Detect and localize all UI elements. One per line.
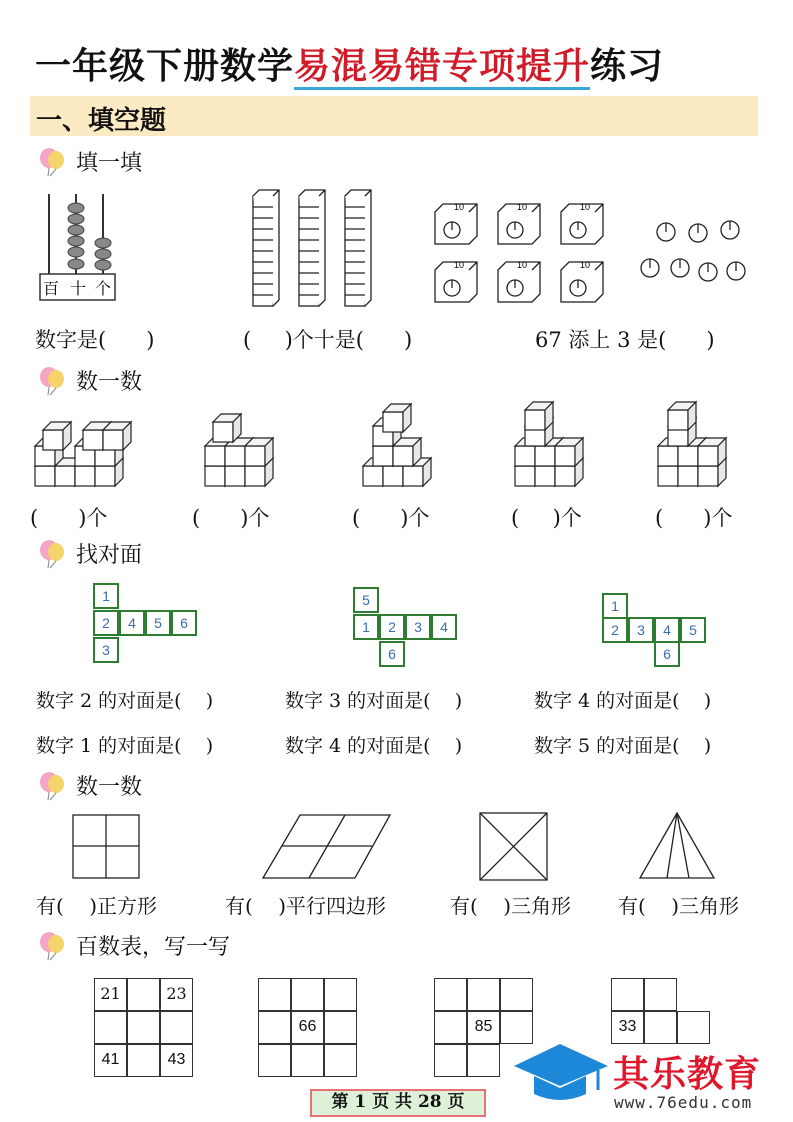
cube-stack-2 (205, 414, 273, 486)
net1-cell: 5 (145, 610, 171, 636)
svg-text:10: 10 (580, 202, 591, 212)
net2-cell: 2 (379, 614, 405, 640)
shape-answer-3: 有( )三角形 (450, 894, 572, 918)
hundred-cell (677, 1011, 710, 1044)
cube-stack-3 (363, 404, 431, 486)
triangle-figure (640, 813, 714, 878)
hundred-cell (644, 1011, 677, 1044)
opposite-q6: 数字 5 的对面是( ) (534, 735, 712, 757)
opposite-q4: 数字 1 的对面是( ) (36, 735, 214, 757)
net3-cell: 3 (628, 617, 654, 643)
heading-hundred-chart (38, 930, 230, 961)
page-number: 第 1 页 共 28 页 (310, 1089, 486, 1117)
heading-opposite (38, 538, 142, 569)
brand-name: 其乐教育 (613, 1054, 762, 1095)
fill-illustrations (35, 186, 760, 311)
shape-answer-1: 有( )正方形 (36, 894, 158, 918)
hundred-cell (644, 978, 677, 1011)
heading-count-shapes (38, 770, 142, 801)
abacus-label-ones: 个 (95, 279, 112, 298)
ones-circles (641, 221, 745, 281)
heading-label: 数一数 (76, 370, 143, 395)
net1-cell: 4 (119, 610, 145, 636)
hundred-cell (324, 978, 357, 1011)
hundred-cell (434, 978, 467, 1011)
balloon-icon (38, 931, 66, 961)
abacus-label-tens: 十 (70, 279, 87, 298)
net3-cell: 5 (680, 617, 706, 643)
title-part2: 练习 (590, 45, 665, 87)
opposite-q5: 数字 4 的对面是( ) (285, 735, 463, 757)
hundred-cell (500, 978, 533, 1011)
svg-text:10: 10 (454, 260, 465, 270)
shape-answer-4: 有( )三角形 (618, 894, 740, 918)
hundred-cell: 66 (291, 1011, 324, 1044)
brand-url: www.76edu.com (614, 1093, 753, 1112)
title-part1: 一年级下册数学 (35, 45, 295, 87)
cube-stack-5 (658, 402, 726, 486)
hundred-cell: 23 (160, 978, 193, 1011)
hundred-cell (324, 1044, 357, 1077)
cube-answer-3: ( )个 (352, 506, 430, 530)
heading-label: 百数表，写一写 (76, 935, 231, 960)
net2-cell: 4 (431, 614, 457, 640)
net1-cell: 1 (93, 583, 119, 609)
section-title: 一、填空题 (36, 106, 167, 136)
hundred-cell (611, 978, 644, 1011)
balloon-icon (38, 366, 66, 396)
hundred-cell (324, 1011, 357, 1044)
ten-boxes (435, 204, 603, 302)
abacus-label-hundreds: 百 (43, 279, 60, 298)
page-title (35, 38, 664, 89)
hundred-cell (94, 1011, 127, 1044)
heading-label: 数一数 (76, 775, 143, 800)
shape-figures (60, 810, 740, 882)
hundred-cell (434, 1011, 467, 1044)
cube-stack-1 (35, 422, 131, 486)
balloon-icon (38, 771, 66, 801)
tens-rods (253, 190, 371, 306)
svg-text:10: 10 (517, 202, 528, 212)
net3-cell: 6 (654, 641, 680, 667)
square-x-figure (480, 813, 547, 880)
hundred-cell (291, 978, 324, 1011)
hundred-cell (127, 1044, 160, 1077)
hundred-cell: 43 (160, 1044, 193, 1077)
hundred-cell (467, 1044, 500, 1077)
hundred-cell (127, 978, 160, 1011)
hundred-cell (258, 1044, 291, 1077)
net1-cell: 2 (93, 610, 119, 636)
cube-answer-4: ( )个 (511, 506, 582, 530)
net2-cell: 3 (405, 614, 431, 640)
hundred-cell (127, 1011, 160, 1044)
heading-count-cubes (38, 365, 142, 396)
heading-label: 找对面 (76, 543, 143, 568)
opposite-q2: 数字 3 的对面是( ) (285, 690, 463, 712)
fill-line-3: 67 添上 3 是( ) (535, 328, 715, 352)
hundred-cell (258, 978, 291, 1011)
hundred-cell (258, 1011, 291, 1044)
cube-stacks (30, 400, 760, 495)
balloon-icon (38, 147, 66, 177)
fill-line-2: ( )个十是( ) (243, 328, 413, 352)
parallelogram-figure (263, 815, 390, 878)
fill-line-1: 数字是( ) (35, 328, 155, 352)
cube-answer-5: ( )个 (655, 506, 733, 530)
graduation-cap-logo (510, 1040, 610, 1105)
svg-text:10: 10 (517, 260, 528, 270)
heading-label: 填一填 (76, 151, 143, 176)
hundred-cell (434, 1044, 467, 1077)
net2-cell: 6 (379, 641, 405, 667)
net3-cell: 4 (654, 617, 680, 643)
square-grid-figure (73, 815, 139, 878)
opposite-q1: 数字 2 的对面是( ) (36, 690, 214, 712)
shape-answer-2: 有( )平行四边形 (225, 894, 387, 918)
cube-answer-1: ( )个 (30, 506, 108, 530)
net3-cell: 2 (602, 617, 628, 643)
hundred-cell (160, 1011, 193, 1044)
net1-cell: 6 (171, 610, 197, 636)
heading-fill (38, 146, 142, 177)
cube-answer-2: ( )个 (192, 506, 270, 530)
title-highlight: 易混易错专项提升 (294, 45, 590, 90)
net2-cell: 5 (353, 587, 379, 613)
cube-stack-4 (515, 402, 583, 486)
hundred-cell: 33 (611, 1011, 644, 1044)
opposite-q3: 数字 4 的对面是( ) (534, 690, 712, 712)
hundred-cell (291, 1044, 324, 1077)
hundred-cell (467, 978, 500, 1011)
hundred-cell: 85 (467, 1011, 500, 1044)
svg-text:10: 10 (580, 260, 591, 270)
net2-cell: 1 (353, 614, 379, 640)
hundred-cell: 21 (94, 978, 127, 1011)
net1-cell: 3 (93, 637, 119, 663)
svg-text:10: 10 (454, 202, 465, 212)
net3-cell: 1 (602, 593, 628, 619)
balloon-icon (38, 539, 66, 569)
hundred-cell: 41 (94, 1044, 127, 1077)
